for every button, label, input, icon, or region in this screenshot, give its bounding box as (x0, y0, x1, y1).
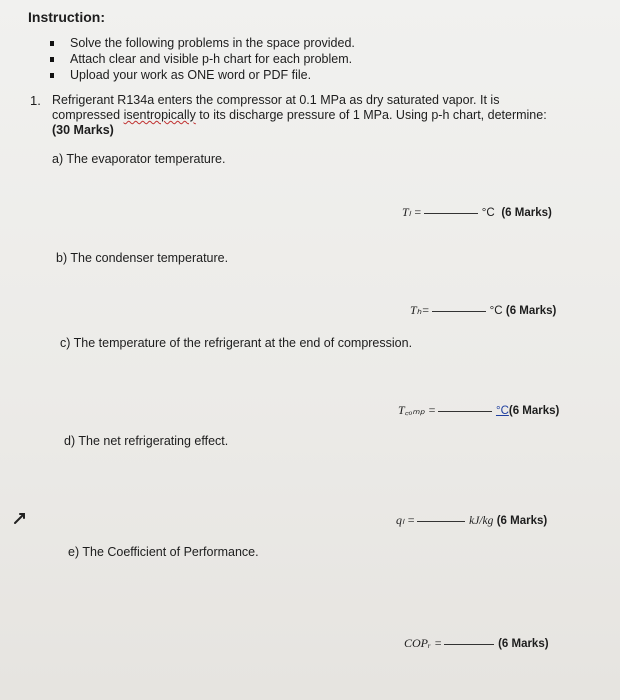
spellcheck-word: isentropically (123, 108, 196, 122)
question-line: compressed isentropically to its discharge pressure of 1 MPa. Using p-h chart, determine: (52, 108, 547, 122)
answer-blank[interactable] (417, 521, 465, 522)
answer-marks: (6 Marks) (508, 405, 560, 417)
part-a-text: a) The evaporator temperature. (52, 152, 226, 166)
answer-unit: °C (481, 207, 495, 219)
part-d-text: d) The net refrigerating effect. (64, 434, 229, 448)
part-b-text: b) The condenser temperature. (56, 251, 229, 265)
part-c-text: c) The temperature of the refrigerant at the end of compression. (60, 336, 413, 350)
part-a-answer (402, 205, 552, 220)
answer-marks: (6 Marks) (501, 207, 552, 219)
list-item (50, 51, 355, 67)
answer-unit: kJ/kg (469, 515, 494, 527)
instruction-list (50, 35, 355, 83)
arrow-cursor-icon (12, 510, 28, 526)
part-b-answer (410, 303, 556, 318)
question-number: 1. (30, 93, 41, 108)
answer-marks: (6 Marks) (498, 638, 549, 650)
instruction-title: Instruction: (28, 9, 105, 25)
question-statement (52, 93, 547, 138)
list-item (50, 35, 355, 51)
part-d-answer (396, 513, 547, 528)
part-c-answer (398, 401, 559, 418)
question-line: Refrigerant R134a enters the compressor at 0.1 MPa as dry saturated vapor. It is (52, 93, 500, 107)
list-item (50, 67, 355, 83)
answer-blank[interactable] (432, 311, 486, 312)
bullet-icon (50, 57, 54, 62)
part-e-text: e) The Coefficient of Performance. (68, 545, 259, 559)
bullet-icon (50, 73, 54, 78)
question-marks: (30 Marks) (52, 123, 114, 137)
instruction-text: Attach clear and visible p-h chart for each problem. (70, 52, 353, 66)
instruction-text: Solve the following problems in the space provided. (70, 36, 355, 50)
answer-blank[interactable] (424, 213, 478, 214)
answer-marks: (6 Marks) (496, 515, 548, 527)
answer-unit: °C (489, 305, 503, 317)
answer-label: Tₗ = (402, 205, 422, 219)
answer-blank[interactable] (438, 411, 492, 412)
answer-label: qₗ = (396, 513, 416, 527)
answer-label: COPᵣ = (404, 636, 443, 650)
answer-blank[interactable] (444, 644, 494, 645)
bullet-icon (50, 41, 54, 46)
answer-marks: (6 Marks) (505, 305, 557, 317)
instruction-text: Upload your work as ONE word or PDF file. (70, 68, 312, 82)
answer-label: Tₕ= (410, 303, 430, 317)
answer-label: T꜀ₒₘₚ = (398, 403, 436, 417)
answer-unit: °C (495, 405, 509, 417)
part-e-answer (404, 636, 549, 651)
